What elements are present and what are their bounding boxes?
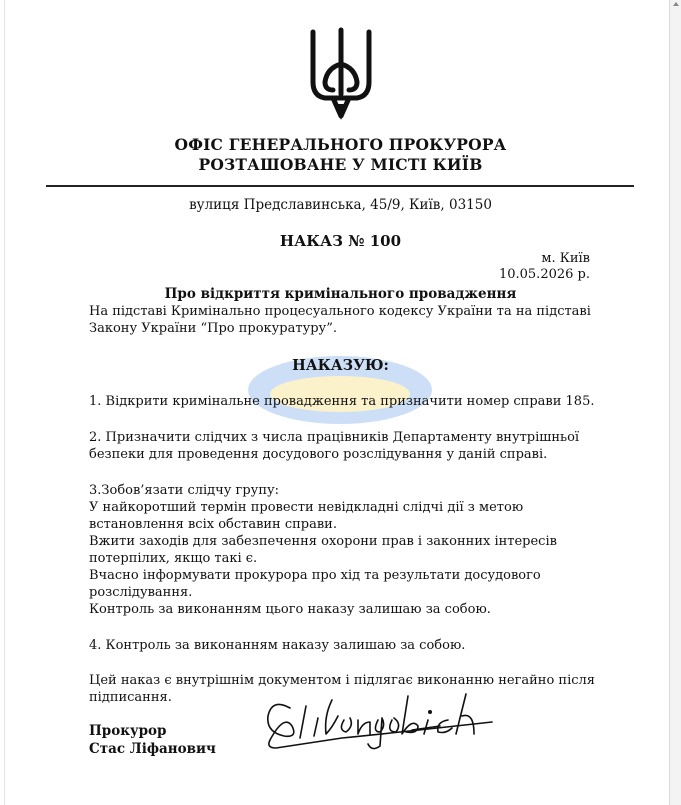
closing-statement: Цей наказ є внутрішнім документом і підлягає виконанню негайно після підписання.: [89, 673, 595, 705]
organization-name: ОФІС ГЕНЕРАЛЬНОГО ПРОКУРОРА: [174, 135, 507, 154]
handwritten-signature: [262, 686, 502, 756]
order-item-4: 4. Контроль за виконанням наказу залишаю за собою.: [89, 638, 466, 653]
order-item-3c: Вчасно інформувати прокурора про хід та результати досудового розслідування.: [89, 568, 541, 600]
organization-location: РОЗТАШОВАНЕ У МІСТІ КИЇВ: [198, 155, 483, 174]
order-subject: Про відкриття кримінального провадження: [164, 286, 517, 302]
order-item-3-heading: 3.Зобов’язати слідчу групу:: [89, 483, 280, 498]
scrollbar[interactable]: [669, 0, 681, 805]
address: вулиця Предславинська, 45/9, Київ, 03150: [189, 197, 492, 213]
signatory-name: Стас Ліфанович: [89, 741, 216, 757]
scroll-up-icon[interactable]: [673, 2, 679, 6]
signatory-position: Прокурор: [89, 723, 167, 739]
order-title: НАКАЗ № 100: [279, 232, 402, 250]
order-date: 10.05.2026 р.: [498, 267, 590, 282]
header-divider: [46, 185, 634, 187]
order-item-3b: Вжити заходів для забезпечення охорони прав і законних інтересів потерпілих, якщо такі є.: [89, 534, 557, 566]
order-item-1: 1. Відкрити кримінальне провадження та призначити номер справи 185.: [89, 394, 595, 409]
trident-icon: [303, 24, 379, 122]
order-item-3d: Контроль за виконанням цього наказу залишаю за собою.: [89, 602, 491, 617]
order-item-3a: У найкоротший термін провести невідкладні слідчі дії з метою встановлення всіх обставин справи.: [89, 500, 524, 532]
order-keyword: НАКАЗУЮ:: [292, 357, 389, 374]
preamble: На підставі Кримінально процесуального кодексу України та на підставі Закону України “Про прокуратуру”.: [89, 304, 591, 336]
order-city: м. Київ: [541, 251, 590, 266]
order-item-2: 2. Призначити слідчих з числа працівників Департаменту внутрішньої безпеки для проведення досудового розслідування у даній справі.: [89, 430, 580, 462]
